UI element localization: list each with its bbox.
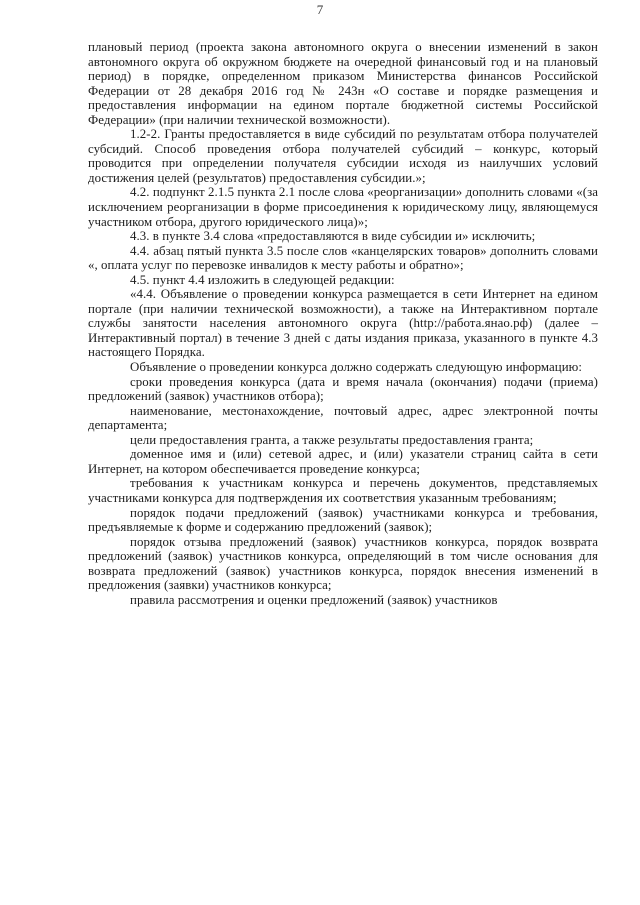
paragraph: 1.2-2. Гранты предоставляется в виде субсидий по результатам отбора получателей субсидий. Способ проведения отбора получателей субсидий – конкурс, который проводится при определении получателя субсидии исходя из наилучших условий достижения целей (результатов) предоставления субсидии.»; [88, 127, 598, 185]
paragraph: наименование, местонахождение, почтовый адрес, адрес электронной почты департамента; [88, 403, 598, 433]
paragraph: «4.4. Объявление о проведении конкурса размещается в сети Интернет на едином портале (при наличии технической возможности), а также на Интерактивном портале службы занятости населения автономного округа (http://работа.янао.рф) (далее – Интерактивный портал) в течение 3 дней с даты издания приказа, указанного в пункте 4.3 настоящего Порядка. [88, 287, 598, 360]
paragraph: 4.2. подпункт 2.1.5 пункта 2.1 после слова «реорганизации» дополнить словами «(за исключением реорганизации в форме присоединения к юридическому лицу, являющемуся участником отбора, другого юридического лица)»; [88, 185, 598, 229]
paragraph: плановый период (проекта закона автономного округа о внесении изменений в закон автономного округа об окружном бюджете на очередной финансовый год и на плановый период) в порядке, определенном приказом Министерства финансов Российской Федерации от 28 декабря 2016 год № 243н «О составе и порядке размещения и предоставления информации на едином портале бюджетной системы Российской Федерации» (при наличии технической возможности). [88, 40, 598, 127]
paragraph: доменное имя и (или) сетевой адрес, и (или) указатели страниц сайта в сети Интернет, на котором обеспечивается проведение конкурса; [88, 447, 598, 476]
paragraph: сроки проведения конкурса (дата и время начала (окончания) подачи (приема) предложений (заявок) участников отбора); [88, 374, 598, 404]
document-body [88, 40, 598, 607]
paragraph: 4.4. абзац пятый пункта 3.5 после слов «канцелярских товаров» дополнить словами «, оплата услуг по перевозке инвалидов к месту работы и обратно»; [88, 243, 598, 273]
paragraph: порядок отзыва предложений (заявок) участников конкурса, порядок возврата предложений (заявок) участников конкурса, определяющий в том числе основания для возврата предложений (заявок) участников конкурса, порядок внесения изменений в предложения (заявки) участников конкурса; [88, 534, 598, 593]
paragraph: Объявление о проведении конкурса должно содержать следующую информацию: [130, 360, 582, 375]
page-number: 7 [316, 2, 324, 17]
paragraph: 4.3. в пункте 3.4 слова «предоставляются в виде субсидии и» исключить; [130, 229, 536, 244]
paragraph: требования к участникам конкурса и перечень документов, представляемых участниками конкурса для подтверждения их соответствия указанным требованиям; [88, 476, 598, 505]
paragraph: цели предоставления гранта, а также результаты предоставления гранта; [130, 432, 534, 447]
paragraph: порядок подачи предложений (заявок) участниками конкурса и требования, предъявляемые к форме и содержанию предложений (заявок); [88, 505, 598, 535]
paragraph: 4.5. пункт 4.4 изложить в следующей редакции: [130, 272, 395, 287]
paragraph: правила рассмотрения и оценки предложений (заявок) участников [130, 592, 498, 607]
